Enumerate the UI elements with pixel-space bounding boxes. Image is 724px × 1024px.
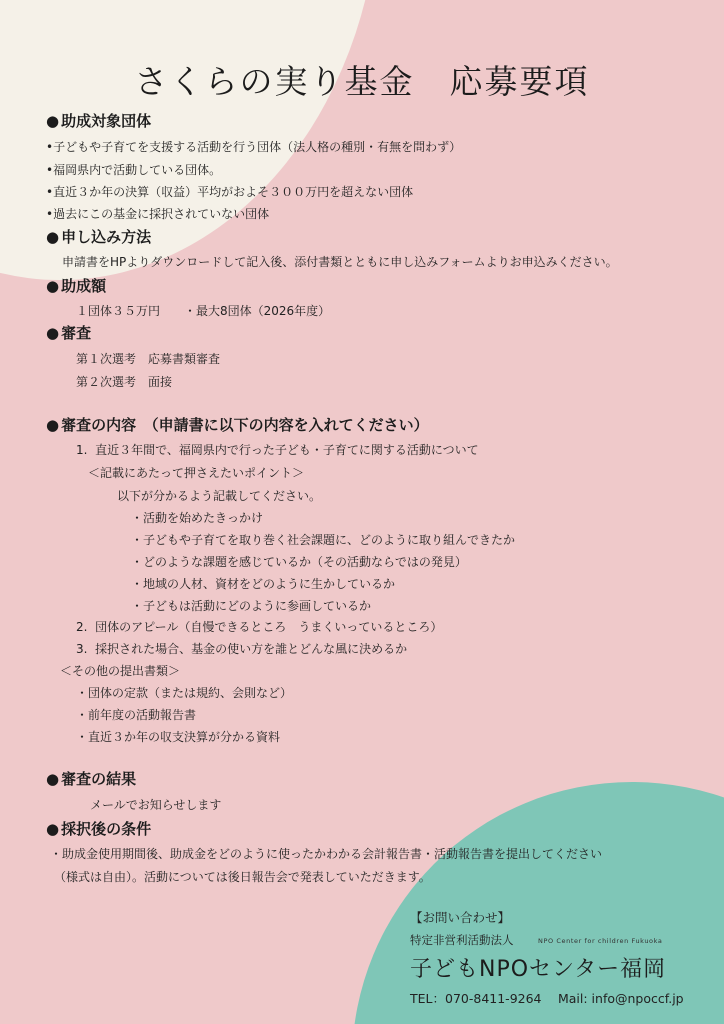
review-line: 第１次選考 応募書類審査	[76, 352, 221, 366]
result-line: メールでお知らせします	[90, 798, 222, 812]
bullet-dot-icon: ●	[46, 277, 60, 295]
content-line: 3. 採択された場合、基金の使い方を誰とどんな風に決めるか	[76, 642, 408, 656]
section-heading-apply	[46, 226, 151, 247]
section-heading-conditions	[46, 818, 151, 839]
heading-text: 審査の結果	[61, 770, 137, 788]
content-line: ・どのような課題を感じているか（その活動ならではの発見）	[131, 555, 467, 569]
content-line: ・子どもは活動にどのように参画しているか	[131, 599, 372, 613]
content-line: ・直近３か年の収支決算が分かる資料	[76, 730, 281, 744]
section-heading-target	[46, 110, 151, 131]
conditions-line: ・助成金使用期間後、助成金をどのように使ったかわかる会計報告書・活動報告書を提出してください	[50, 847, 603, 861]
content-line: ＜記載にあたって押さえたいポイント＞	[88, 466, 305, 480]
target-line: •過去にこの基金に採択されていない団体	[46, 207, 270, 221]
bullet-dot-icon: ●	[46, 324, 60, 342]
content-line: 以下が分かるよう記載してください。	[117, 489, 322, 503]
bullet-dot-icon: ●	[46, 228, 60, 246]
heading-text: 申し込み方法	[61, 228, 152, 246]
heading-text: 助成額	[61, 277, 107, 295]
content-line: ・団体の定款（または規約、会則など）	[76, 686, 293, 700]
target-line: •直近３か年の決算（収益）平均がおよそ３００万円を超えない団体	[46, 185, 414, 199]
heading-text: 助成対象団体	[61, 112, 152, 130]
heading-text: 採択後の条件	[61, 820, 152, 838]
content-line: 2. 団体のアピール（自慢できるところ うまくいっているところ）	[76, 620, 443, 634]
bullet-dot-icon: ●	[46, 416, 60, 434]
heading-text: 審査の内容 （申請書に以下の内容を入れてください）	[61, 416, 429, 434]
section-heading-content	[46, 414, 429, 435]
section-heading-review	[46, 322, 91, 343]
content-line: ＜その他の提出書類＞	[60, 664, 181, 678]
content-line: ・活動を始めたきっかけ	[131, 511, 264, 525]
bullet-dot-icon: ●	[46, 112, 60, 130]
tel-mail: TEL：070-8411-9264 Mail: info@npoccf.jp	[410, 991, 684, 1006]
conditions-line: （様式は自由）。活動については後日報告会で発表していただきます。	[54, 870, 431, 884]
heading-text: 審査	[61, 324, 92, 342]
contact-label: 【お問い合わせ】	[410, 910, 511, 925]
content-line: ・子どもや子育てを取り巻く社会課題に、どのように取り組んできたか	[131, 533, 516, 547]
org-name-en: NPO Center for children Fukuoka	[538, 937, 663, 945]
org-name: 子どもNPOセンター福岡	[410, 957, 667, 982]
bullet-dot-icon: ●	[46, 820, 60, 838]
target-line: •子どもや子育てを支援する活動を行う団体（法人格の種別・有無を問わず）	[46, 140, 462, 154]
bullet-dot-icon: ●	[46, 770, 60, 788]
content-line: 1. 直近３年間で、福岡県内で行った子ども・子育てに関する活動について	[76, 443, 479, 457]
content-line: ・地域の人材、資材をどのように生かしているか	[131, 577, 396, 591]
target-line: •福岡県内で活動している団体。	[46, 163, 222, 177]
org-type: 特定非営利活動法人	[410, 933, 514, 947]
amount-line: １団体３５万円 ・最大8団体（2026年度）	[76, 304, 331, 318]
review-line: 第２次選考 面接	[76, 375, 173, 389]
apply-line: 申請書をHPよりダウンロードして記入後、添付書類とともに申し込みフォームよりお申込みください。	[62, 255, 618, 269]
section-heading-result	[46, 768, 136, 789]
page-title: さくらの実り基金 応募要項	[134, 62, 590, 101]
section-heading-amount	[46, 275, 106, 296]
content-line: ・前年度の活動報告書	[76, 708, 197, 722]
